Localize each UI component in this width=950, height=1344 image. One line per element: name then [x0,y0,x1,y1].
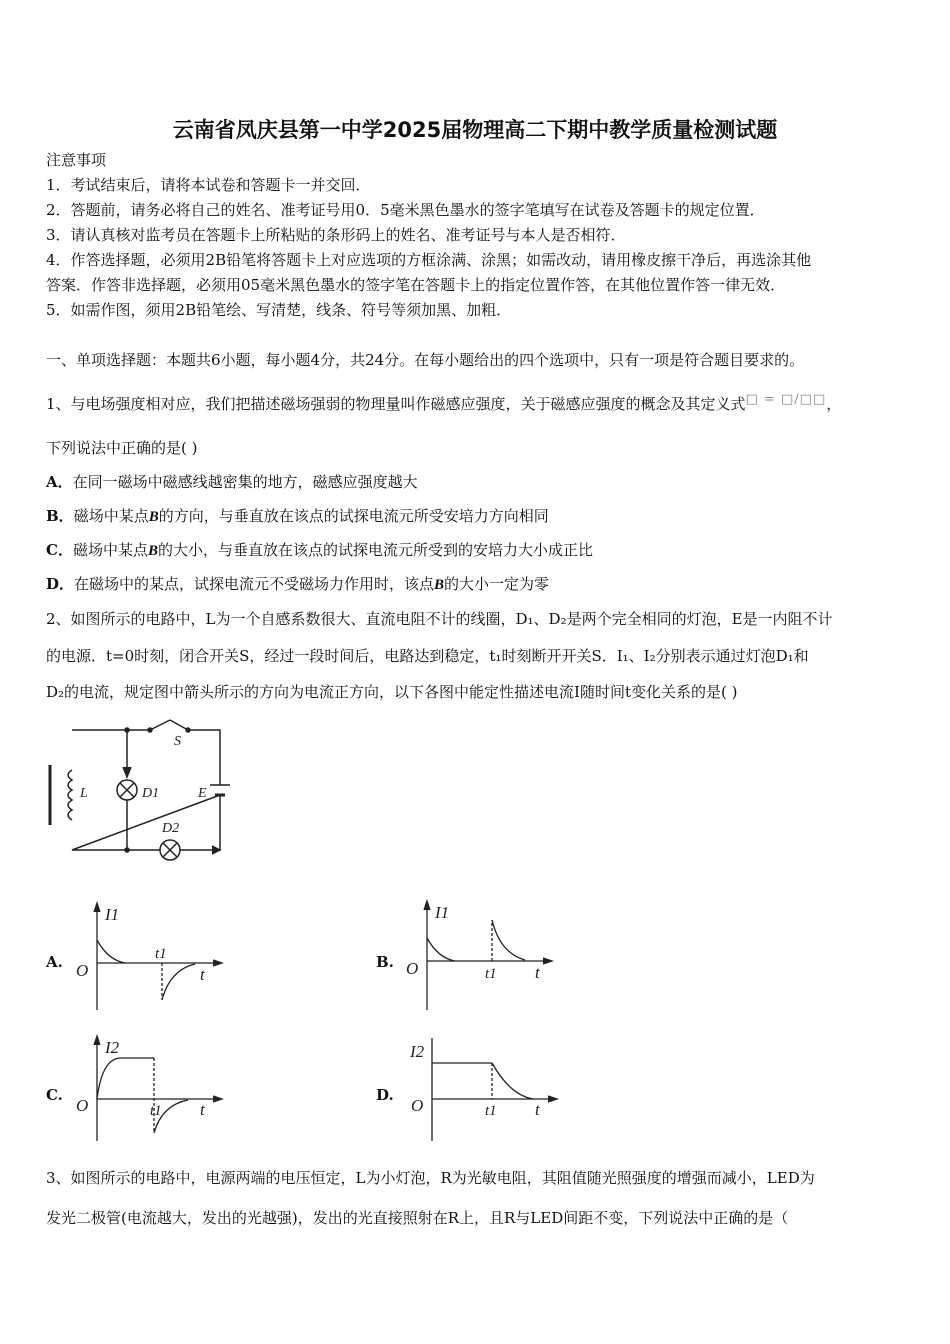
circuit-diagram [40,715,240,865]
q2-line: 的电源．t=0时刻，闭合开关S，经过一段时间后，电路达到稳定，t₁时刻断开开关S．I₁、I₂分别表示通过灯泡D₁和 [46,647,809,665]
note-item: 5．如需作图，须用2B铅笔绘、写清楚，线条、符号等须加黑、加粗． [46,301,512,319]
svg-text:O: O [411,1096,424,1115]
svg-text:t1: t1 [150,1103,162,1119]
svg-text:D2: D2 [162,821,180,836]
formula: □ = □/□□ [745,392,827,407]
notes-heading: 注意事项 [46,151,107,169]
q1-stem2: 下列说法中正确的是( ) [46,439,198,457]
svg-text:D1: D1 [142,786,160,801]
svg-text:I2: I2 [105,1038,120,1057]
q3-line: 发光二极管(电流越大，发出的光越强)，发出的光直接照射在R上，且R与LED间距不变，下列说法中正确的是（ [46,1209,789,1227]
graph-b[interactable] [400,898,560,1012]
choice-d-label[interactable]: D. [376,1086,394,1104]
q1-stem: 1、与电场强度相对应，我们把描述磁场强弱的物理量叫作磁感应强度，关于磁感应强度的概念及其定义式□ = □/□□， [46,392,842,413]
svg-text:O: O [406,959,419,978]
note-item: 1．考试结束后，请将本试卷和答题卡一并交回． [46,176,371,194]
svg-text:t: t [200,1100,205,1119]
page-title: 云南省凤庆县第一中学2025届物理高二下期中教学质量检测试题 [172,118,778,142]
choice-b-label[interactable]: B. [376,953,394,971]
note-item: 2．答题前，请务必将自己的姓名、准考证号用0．5毫米黑色墨水的签字笔填写在试卷及答题卡的规定位置． [46,201,765,219]
svg-text:S: S [174,734,181,749]
svg-text:t: t [535,1100,540,1119]
svg-text:t1: t1 [155,946,167,962]
q1-option-d[interactable]: D．在磁场中的某点，试探电流元不受磁场力作用时，该点B的大小一定为零 [46,575,550,593]
svg-text:t: t [535,963,540,982]
graph-c[interactable] [70,1033,230,1143]
svg-text:L: L [80,786,88,801]
svg-text:I1: I1 [435,903,450,922]
q1-option-a[interactable]: A．在同一磁场中磁感线越密集的地方，磁感应强度越大 [46,473,418,491]
q1-option-b[interactable]: B．磁场中某点B的方向，与垂直放在该点的试探电流元所受安培力方向相同 [46,507,549,525]
svg-text:O: O [76,1096,89,1115]
svg-text:E: E [198,786,207,801]
graph-a[interactable] [70,900,230,1012]
graph-d[interactable] [405,1033,565,1143]
q1-option-c[interactable]: C．磁场中某点B的大小，与垂直放在该点的试探电流元所受到的安培力大小成正比 [46,541,593,559]
svg-text:t1: t1 [485,966,497,982]
svg-text:I2: I2 [410,1042,425,1061]
q2-line: D₂的电流，规定图中箭头所示的方向为电流正方向，以下各图中能定性描述电流I随时间t变化关系的是( ) [46,683,738,701]
svg-text:O: O [76,961,89,980]
note-item: 3．请认真核对监考员在答题卡上所粘贴的条形码上的姓名、准考证号与本人是否相符． [46,226,626,244]
note-item: 答案．作答非选择题，必须用05毫米黑色墨水的签字笔在答题卡上的指定位置作答，在其他位置作答一律无效． [46,276,786,294]
svg-text:t1: t1 [485,1103,497,1119]
q2-line: 2、如图所示的电路中，L为一个自感系数很大、直流电阻不计的线圈，D₁、D₂是两个完全相同的灯泡，E是一内阻不计 [46,610,833,628]
svg-text:I1: I1 [105,905,120,924]
svg-text:t: t [200,965,205,984]
choice-a-label[interactable]: A. [46,953,63,971]
q3-line: 3、如图所示的电路中，电源两端的电压恒定，L为小灯泡，R为光敏电阻，其阻值随光照强度的增强而减小，LED为 [46,1169,815,1187]
note-item: 4．作答选择题，必须用2B铅笔将答题卡上对应选项的方框涂满、涂黑；如需改动，请用橡皮擦干净后，再选涂其他 [46,251,812,269]
choice-c-label[interactable]: C. [46,1086,63,1104]
section-heading: 一、单项选择题：本题共6小题，每小题4分，共24分。在每小题给出的四个选项中，只有一项是符合题目要求的。 [46,351,805,369]
